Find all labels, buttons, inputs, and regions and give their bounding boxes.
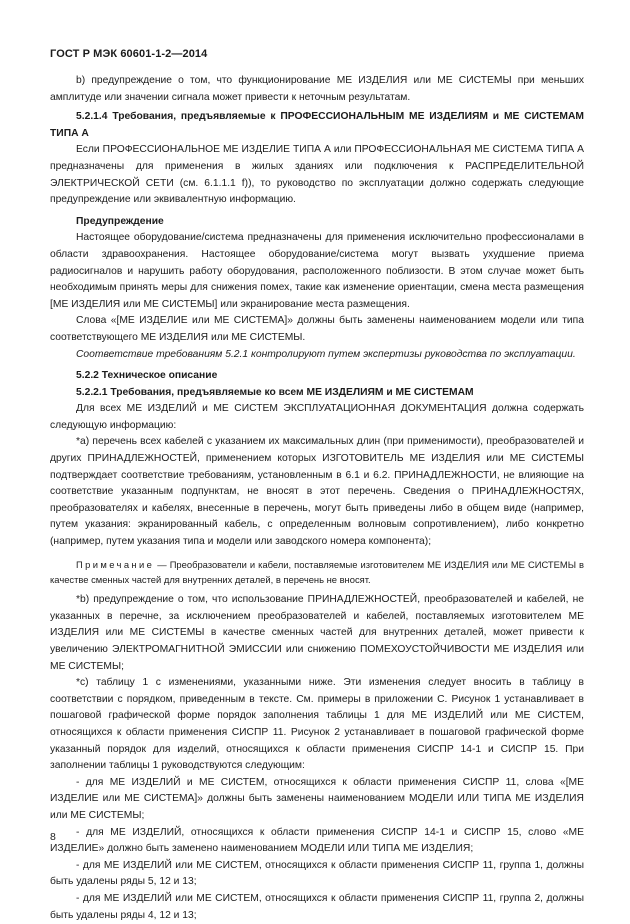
list-item-b-accessories: *b) предупреждение о том, что использование ПРИНАДЛЕЖНОСТЕЙ, преобразователей и кабелей, не указанных в перечне, за исключением преобразователей и кабелей, поставляемых изготовителем МЕ ИЗДЕЛИЯ или МЕ СИСТЕМЫ в качестве сменных частей для внутренних деталей, может привести к увеличению ЭЛЕКТРОМАГНИТНОЙ ЭМИССИИ или снижению ПОМЕХОУСТОЙЧИВОСТИ МЕ ИЗДЕЛИЯ или МЕ СИСТЕМЫ;: [50, 594, 584, 672]
warning-heading: Предупреждение: [76, 215, 164, 227]
warning-text: Настоящее оборудование/система предназначены для применения исключительно профессионалами в области здравоохранения. Настоящее оборудование/система могут вызвать ухудшение приема радиосигналов и нарушить работу оборудования, расположенного поблизости. В этом случае может быть необходимым принять меры для снижения помех, такие как изменение ориентации, смена места размещения [МЕ ИЗДЕЛИЯ или МЕ СИСТЕМЫ] или экранирование места размещения.: [50, 232, 584, 310]
note-text: — Преобразователи и кабели, поставляемые изготовителем МЕ ИЗДЕЛИЯ или МЕ СИСТЕМЫ в качестве сменных частей для внутренних деталей, в перечень не вносят.: [50, 558, 584, 585]
note: [50, 557, 584, 588]
paragraph-replace-words: Слова «[МЕ ИЗДЕЛИЕ или МЕ СИСТЕМА]» должны быть заменены наименованием модели или типа соответствующего МЕ ИЗДЕЛИЯ или МЕ СИСТЕМЫ.: [50, 315, 584, 343]
list-item-a-cables: *a) перечень всех кабелей с указанием их максимальных длин (при применимости), преобразователей и других ПРИНАДЛЕЖНОСТЕЙ, применением которых ИЗГОТОВИТЕЛЬ МЕ ИЗДЕЛИЯ или МЕ СИСТЕМЫ подтверждает соответствие требованиям, установленным в 6.1 и 6.2. ПРИНАДЛЕЖНОСТИ, не влияющие на соответствие указанным подпунктам, не вносят в этот перечень. Сведения о ПРИНАДЛЕЖНОСТЯХ, преобразователях и кабелях, внесенные в перечень, могут быть приведены либо в общем виде (например, путем указания: экранированный кабель, с определенным волновым сопротивлением), либо конкретно (например, путем указания типа и модели или заводского номера компонента);: [50, 436, 584, 548]
paragraph-type-a-usage: Если ПРОФЕССИОНАЛЬНОЕ МЕ ИЗДЕЛИЕ ТИПА А или ПРОФЕССИОНАЛЬНАЯ МЕ СИСТЕМА ТИПА А предназначены для применения в жилых зданиях или подключения к РАСПРЕДЕЛИТЕЛЬНОЙ ЭЛЕКТРИЧЕСКОЙ СЕТИ (см. 6.1.1.1 f)), то руководство по эксплуатации должно содержать следующие предупреждение или эквивалентную информацию.: [50, 144, 584, 206]
list-dash-item-cispr14: - для МЕ ИЗДЕЛИЙ, относящихся к области применения СИСПР 14-1 и СИСПР 15, слово «МЕ ИЗДЕЛИЕ» должно быть заменено наименованием МОДЕЛИ ИЛИ ТИПА МЕ ИЗДЕЛИЯ;: [50, 826, 584, 855]
compliance-check-text: Соответствие требованиям 5.2.1 контролируют путем экспертизы руководства по эксплуатации.: [76, 348, 576, 360]
list-dash-item-group1: - для МЕ ИЗДЕЛИЙ или МЕ СИСТЕМ, относящихся к области применения СИСПР 11, группа 1, должны быть удалены ряды 5, 12 и 13;: [50, 859, 584, 888]
list-dash-item-group2: - для МЕ ИЗДЕЛИЙ или МЕ СИСТЕМ, относящихся к области применения СИСПР 11, группа 2, должны быть удалены ряды 4, 12 и 13;: [50, 892, 584, 921]
page-number: 8: [50, 831, 56, 843]
paragraph-documentation-intro: Для всех МЕ ИЗДЕЛИЙ и МЕ СИСТЕМ ЭКСПЛУАТАЦИОННАЯ ДОКУМЕНТАЦИЯ должна содержать следующую информацию:: [50, 403, 584, 431]
paragraph-item-b-amplitude: b) предупреждение о том, что функционирование МЕ ИЗДЕЛИЯ или МЕ СИСТЕМЫ при меньших амплитуде или значении сигнала может привести к неточным результатам.: [50, 75, 584, 103]
page-header: ГОСТ Р МЭК 60601-1-2—2014: [50, 48, 208, 60]
section-heading-5-2-1-4: 5.2.1.4 Требования, предъявляемые к ПРОФЕССИОНАЛЬНЫМ МЕ ИЗДЕЛИЯМ и МЕ СИСТЕМАМ ТИПА А: [50, 111, 584, 139]
page-body: [50, 73, 584, 924]
list-item-c-table: *c) таблицу 1 с изменениями, указанными ниже. Эти изменения следует вносить в таблицу в соответствии с порядком, приведенным в тексте. См. примеры в приложении С. Рисунок 1 устанавливает в пошаговой графической форме порядок заполнения таблицы 1 для МЕ ИЗДЕЛИЙ или МЕ СИСТЕМ, относящихся к области применения СИСПР 11. Рисунок 2 устанавливает в пошаговой графической форме указанный порядок для изделий, относящихся к области применения СИСПР 14-1 и СИСПР 15. При заполнении таблицы 1 руководствуются следующим:: [50, 677, 584, 772]
section-heading-5-2-2: 5.2.2 Техническое описание: [76, 370, 218, 382]
list-dash-item-cispr11: - для МЕ ИЗДЕЛИЙ и МЕ СИСТЕМ, относящихся к области применения СИСПР 11, слова «[МЕ ИЗДЕЛИЕ или МЕ СИСТЕМА]» должны быть заменены наименованием МОДЕЛИ ИЛИ ТИПА МЕ ИЗДЕЛИЯ или МЕ СИСТЕМЫ;: [50, 776, 584, 821]
section-heading-5-2-2-1: 5.2.2.1 Требования, предъявляемые ко всем МЕ ИЗДЕЛИЯМ и МЕ СИСТЕМАМ: [76, 386, 474, 398]
note-label: Примечание: [76, 558, 155, 570]
